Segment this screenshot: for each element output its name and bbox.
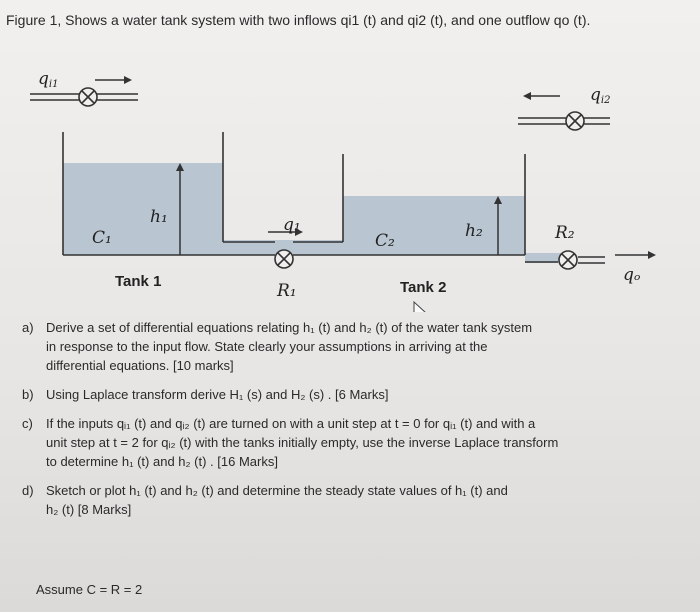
question-text: Sketch or plot h₁ (t) and h₂ (t) and determine the steady state values of h₁ (t) and h₂ (t) [8 Marks] [46, 483, 508, 517]
q1-label: q₁ [283, 215, 301, 235]
outflow-arrow [615, 251, 656, 259]
assumption-text: Assume C = R = 2 [36, 582, 143, 597]
inflow1-label: qi1 [38, 69, 59, 90]
question-label: b) [22, 387, 34, 402]
inflow1-arrow [95, 76, 132, 84]
figure-caption: Figure 1, Shows a water tank system with two inflows qi1 (t) and qi2 (t), and one outflow qo (t). [6, 12, 591, 28]
question-label: a) [22, 320, 34, 335]
question-a [22, 318, 662, 375]
tank1-water [63, 163, 223, 255]
r2-label: R₂ [555, 223, 575, 243]
c2-label: C₂ [375, 231, 395, 251]
inflow2-valve [518, 112, 610, 130]
question-text: Using Laplace transform derive H₁ (s) and H₂ (s) . [6 Marks] [46, 387, 389, 402]
question-label: d) [22, 483, 34, 498]
tank1-label: Tank 1 [115, 273, 162, 290]
inflow2-arrow [523, 92, 560, 100]
question-text: Derive a set of differential equations relating h₁ (t) and h₂ (t) of the water tank system in response to the input flow. State clearly your assumptions in arriving at the differential equations. [10 marks] [46, 320, 533, 373]
question-list [22, 318, 662, 529]
c1-label: C₁ [92, 228, 112, 248]
h1-label: h₁ [150, 207, 168, 227]
h2-label: h₂ [465, 221, 483, 241]
inflow2-label: qi2 [590, 85, 611, 106]
question-b [22, 385, 662, 404]
valve-r1 [275, 250, 293, 268]
question-c [22, 414, 662, 471]
r1-label: R₁ [277, 281, 297, 301]
mouse-cursor-icon [414, 302, 426, 312]
question-label: c) [22, 416, 33, 431]
tank2-label: Tank 2 [400, 279, 447, 296]
question-d [22, 481, 662, 519]
water-tank-diagram [0, 50, 700, 312]
inflow1-valve [30, 88, 138, 106]
question-text: If the inputs qᵢ₁ (t) and qᵢ₂ (t) are turned on with a unit step at t = 0 for qᵢ₁ (t) and with a unit step at t = 2 for qᵢ₂ (t) with the tanks initially empty, use the inverse Laplace transform to determine h₁ (t) and h₂ (t) . [16 Marks] [46, 416, 559, 469]
outflow-label: qₒ [623, 265, 641, 285]
